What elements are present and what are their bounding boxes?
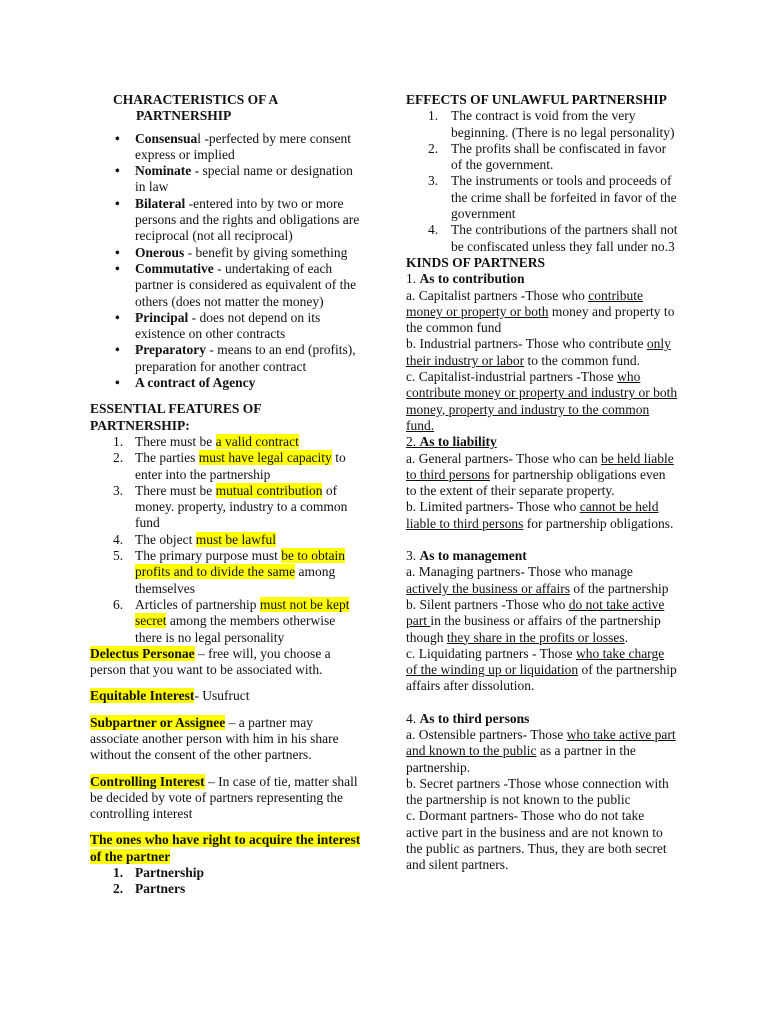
list-item: 4. The contributions of the partners shall not be confiscated unless they fall under no.3 <box>428 222 678 254</box>
list-item: 4. The object must be lawful <box>113 531 276 547</box>
list-item: • A contract of Agency <box>90 375 362 391</box>
characteristics-heading: CHARACTERISTICS OF A PARTNERSHIP <box>113 92 279 124</box>
capitalist-partners: a. Capitalist partners -Those who contribute money or property or both money and property to the common fund <box>406 287 675 336</box>
effects-heading: EFFECTS OF UNLAWFUL PARTNERSHIP <box>406 92 667 107</box>
essential-features-heading: ESSENTIAL FEATURES OF PARTNERSHIP: <box>90 401 262 433</box>
list-item: 2. Partners <box>113 881 186 897</box>
list-item: • Principal - does not depend on its existence on other contracts <box>90 310 362 343</box>
dormant-partners: c. Dormant partners- Those who do not take active part in the business and are not known to the public as partners. Thus, they are both secret and silent partners. <box>406 808 667 873</box>
right-column <box>406 92 678 874</box>
kinds-of-partners-heading: KINDS OF PARTNERS <box>406 254 546 270</box>
capitalist-industrial-partners: c. Capitalist-industrial partners -Those who contribute money or property and industry or both money, property and industry to the common fund. <box>406 369 678 433</box>
list-item: • Preparatory - means to an end (profits), preparation for another contract <box>90 342 362 375</box>
list-item: 5. The primary purpose must be to obtain profits and to divide the same among themselves <box>113 548 345 596</box>
general-partners: a. General partners- Those who can be held liable to third persons for partnership obligations even to the extent of their separate property. <box>406 450 674 499</box>
delectus-personae-paragraph: Delectus Personae – free will, you choose a person that you want to be associated with. <box>90 645 331 678</box>
equitable-interest-paragraph: Equitable Interest- Usufruct <box>90 688 250 704</box>
right-to-acquire-heading: The ones who have right to acquire the interest of the partner <box>90 832 361 864</box>
as-to-contribution-heading: 1. As to contribution <box>406 271 525 287</box>
characteristics-list <box>90 131 362 392</box>
list-item: 1. Partnership <box>113 865 204 881</box>
list-item: • Nominate - special name or designation in law <box>90 163 362 196</box>
list-item: 2. The parties must have legal capacity to enter into the partnership <box>113 450 346 482</box>
list-item: • Onerous - benefit by giving something <box>90 245 362 261</box>
essential-features-list <box>90 434 362 646</box>
subpartner-paragraph: Subpartner or Assignee – a partner may associate another person with him in his share without the consent of the other partners. <box>90 714 339 763</box>
left-column <box>90 92 362 898</box>
liquidating-partners: c. Liquidating partners - Those who take charge of the winding up or liquidation of the partnership affairs after dissolution. <box>406 645 677 694</box>
as-to-liability-heading: 2. As to liability <box>406 434 497 450</box>
list-item: • Commutative - undertaking of each partner is considered as equivalent of the others (does not matter the money) <box>90 261 362 310</box>
effects-list <box>406 108 678 255</box>
list-item: 1. The contract is void from the very beginning. (There is no legal personality) <box>428 108 675 140</box>
list-item: 1. There must be a valid contract <box>113 433 299 449</box>
controlling-interest-paragraph: Controlling Interest – In case of tie, matter shall be decided by vote of partners representing the controlling interest <box>90 773 358 822</box>
limited-partners: b. Limited partners- Those who cannot be held liable to third persons for partnership obligations. <box>406 499 674 531</box>
list-item: • Bilateral -entered into by two or more persons and the rights and obligations are reciprocal (not all reciprocal) <box>90 196 362 245</box>
list-item: 3. The instruments or tools and proceeds of the crime shall be forfeited in favor of the government <box>428 173 677 222</box>
silent-partners: b. Silent partners -Those who do not take active part in the business or affairs of the partnership though they share in the profits or losses. <box>406 596 665 645</box>
secret-partners: b. Secret partners -Those whose connection with the partnership is not known to the public <box>406 775 669 808</box>
list-item: 3. There must be mutual contribution of money. property, industry to a common fund <box>113 482 348 531</box>
right-to-acquire-list <box>90 865 362 898</box>
industrial-partners: b. Industrial partners- Those who contribute only their industry or labor to the common fund. <box>406 336 671 368</box>
list-item: • Consensual -perfected by mere consent express or implied <box>90 131 362 164</box>
list-item: 2. The profits shall be confiscated in favor of the government. <box>428 140 667 173</box>
list-item: 6. Articles of partnership must not be kept secret among the members otherwise there is no legal personality <box>113 596 350 645</box>
as-to-management-heading: 3. As to management <box>406 548 527 564</box>
as-to-third-persons-heading: 4. As to third persons <box>406 710 530 726</box>
managing-partners: a. Managing partners- Those who manage actively the business or affairs of the partnership <box>406 564 669 596</box>
ostensible-partners: a. Ostensible partners- Those who take active part and known to the public as a partner in the partnership. <box>406 726 676 775</box>
